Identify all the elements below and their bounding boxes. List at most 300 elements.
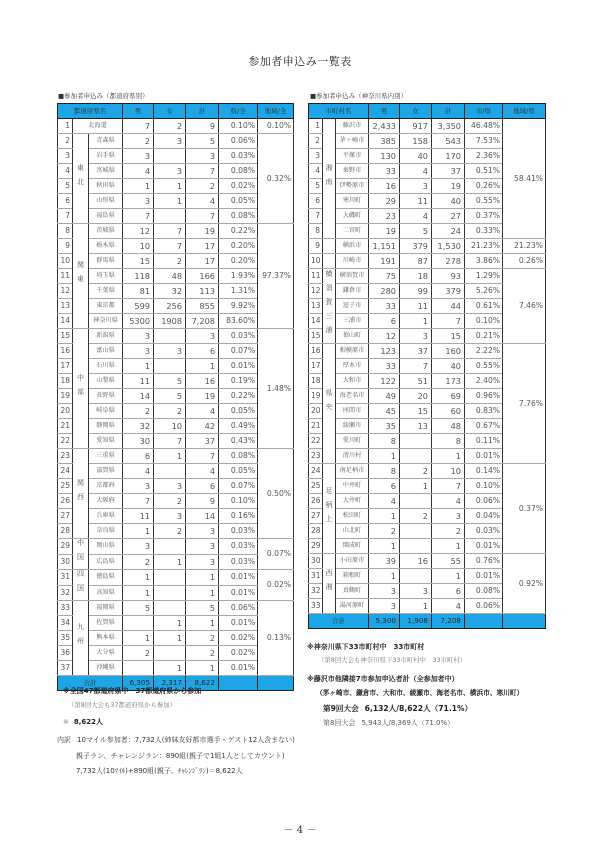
female-count: 1	[400, 314, 432, 329]
male-count: 3	[369, 584, 400, 599]
name-cell: 南足柄市	[336, 464, 369, 479]
ratio-cell: 0.21%	[465, 329, 503, 344]
total-count: 27	[432, 209, 465, 224]
row-number: 10	[58, 254, 73, 269]
row-number: 22	[58, 434, 73, 449]
table-row	[309, 254, 546, 269]
female-count: 5	[154, 374, 186, 389]
name-cell: 逗子市	[336, 299, 369, 314]
row-number: 15	[58, 329, 73, 344]
name-cell: 相模原市	[336, 344, 369, 359]
row-number: 16	[309, 344, 323, 359]
header-male: 男	[369, 104, 400, 119]
female-count: 13	[400, 419, 432, 434]
ratio-cell: 5.26%	[465, 284, 503, 299]
name-cell: 真鶴町	[336, 584, 369, 599]
name-cell: 座間市	[336, 404, 369, 419]
header-row	[58, 104, 294, 119]
totals-male: 5,300	[369, 614, 400, 629]
male-count	[123, 661, 154, 676]
female-count: 3	[400, 179, 432, 194]
name-cell: 藤沢市	[336, 119, 369, 134]
region-label: 中国	[76, 539, 85, 567]
row-number: 33	[309, 599, 323, 614]
male-count: 1	[123, 570, 154, 586]
female-count: 3	[154, 479, 186, 494]
ratio-cell: 0.01%	[465, 539, 503, 554]
name-cell: 厚木市	[336, 359, 369, 374]
total-count: 48	[432, 419, 465, 434]
name-cell: 福岡県	[89, 601, 123, 616]
ratio-cell: 0.03%	[219, 554, 258, 570]
total-count: 42	[186, 419, 219, 434]
region-label: 県央	[325, 388, 333, 417]
row-number: 24	[309, 464, 323, 479]
row-number: 9	[309, 239, 323, 254]
prefecture-table-body	[58, 119, 294, 676]
male-count: 32	[123, 419, 154, 434]
ratio-cell: 0.10%	[219, 494, 258, 509]
female-count: 917	[400, 119, 432, 134]
male-count: 191	[369, 254, 400, 269]
ratio-cell: 0.03%	[219, 539, 258, 555]
totals-region-ratio-empty	[503, 614, 546, 629]
male-count: 2	[369, 524, 400, 539]
row-number: 33	[58, 601, 73, 616]
female-count: 2	[154, 524, 186, 539]
name-cell: 徳島県	[89, 570, 123, 586]
region-ratio-cell: 0.92%	[503, 554, 546, 614]
male-count: 1	[123, 631, 154, 646]
total-count: 40	[432, 359, 465, 374]
ratio-cell: 0.20%	[219, 254, 258, 269]
ratio-cell: 0.02%	[219, 646, 258, 661]
row-number: 19	[58, 389, 73, 404]
row-number: 3	[309, 149, 323, 164]
male-count: 14	[123, 389, 154, 404]
name-cell: 高知県	[89, 585, 123, 601]
female-count	[154, 539, 186, 555]
totals-label: 合計	[309, 614, 369, 629]
region-label: 横須賀三浦	[325, 270, 333, 340]
row-number: 29	[58, 539, 73, 555]
ratio-cell: 0.07%	[219, 479, 258, 494]
total-count: 6	[432, 584, 465, 599]
region-cell	[323, 269, 336, 344]
female-count: 48	[154, 269, 186, 284]
row-number: 16	[58, 344, 73, 359]
female-count: 51	[400, 374, 432, 389]
total-count: 7	[432, 314, 465, 329]
row-number: 35	[58, 631, 73, 646]
name-cell: 鎌倉市	[336, 284, 369, 299]
prefecture-table-caption: ■参加者申込み（都道府県別）	[58, 92, 149, 100]
total-count: 170	[432, 149, 465, 164]
male-count: 15	[123, 254, 154, 269]
female-count: 1	[154, 554, 186, 570]
name-cell: 松田町	[336, 509, 369, 524]
total-count: 543	[432, 134, 465, 149]
name-cell: 北海道	[73, 119, 123, 134]
total-count: 9	[186, 494, 219, 509]
municipalities-participation-note: ※神奈川県下33市町村中 33市町村	[307, 643, 425, 651]
region-ratio-cell: 0.37%	[503, 464, 546, 554]
row-number: 1	[58, 119, 73, 134]
ratio-cell: 0.55%	[465, 359, 503, 374]
breakdown-line-3: 7,732人(10ﾏｲﾙ)+890組(親子、ﾁｬﾚﾝｼﾞﾗﾝ)＝8,622人	[76, 767, 243, 775]
ratio-cell: 0.43%	[219, 434, 258, 449]
female-count	[154, 209, 186, 224]
total-count: 2	[186, 631, 219, 646]
note-mark: ※	[63, 718, 69, 726]
name-cell: 小田原市	[336, 554, 369, 569]
total-count: 10	[432, 464, 465, 479]
male-count: 29	[369, 194, 400, 209]
region-ratio-cell: 1.48%	[258, 329, 294, 449]
total-count: 6	[186, 479, 219, 494]
region-cell	[73, 449, 89, 539]
male-count: 33	[369, 164, 400, 179]
breakdown-line-2: 親子ラン、チャレンジラン：890組(親子で1組1人としてカウント)	[76, 752, 285, 760]
page-title: 参加者申込み一覧表	[248, 55, 352, 68]
total-count: 379	[432, 284, 465, 299]
ratio-cell: 2.22%	[465, 344, 503, 359]
region-cell	[73, 224, 89, 329]
row-number: 20	[309, 404, 323, 419]
table-row	[58, 449, 294, 464]
female-count: 18	[400, 269, 432, 284]
male-count: 33	[369, 359, 400, 374]
total-count: 2	[186, 646, 219, 661]
female-count: 4	[400, 209, 432, 224]
ratio-cell: 0.05%	[219, 464, 258, 479]
total-count: 3	[186, 539, 219, 555]
row-number: 21	[58, 419, 73, 434]
region-label: 東北	[76, 163, 85, 192]
row-number: 27	[309, 509, 323, 524]
region-cell	[323, 239, 336, 254]
total-count: 4	[432, 599, 465, 614]
total-count: 278	[432, 254, 465, 269]
total-count: 1	[186, 616, 219, 631]
table-row	[309, 344, 546, 359]
male-count: 6	[369, 479, 400, 494]
male-count: 39	[369, 554, 400, 569]
ratio-cell: 0.08%	[219, 449, 258, 464]
ratio-cell: 9.92%	[219, 299, 258, 314]
male-count: 385	[369, 134, 400, 149]
region-ratio-cell: 0.13%	[258, 601, 294, 676]
ratio-cell: 0.01%	[219, 661, 258, 676]
region-cell	[323, 554, 336, 614]
male-count: 130	[369, 149, 400, 164]
ratio-cell: 0.10%	[465, 479, 503, 494]
name-cell: 横浜市	[336, 239, 369, 254]
male-count: 122	[369, 374, 400, 389]
male-count: 81	[123, 284, 154, 299]
total-count: 3	[186, 149, 219, 164]
header-ratio: 市/県	[465, 104, 503, 119]
name-cell: 伊勢原市	[336, 179, 369, 194]
total-count: 2	[186, 179, 219, 194]
name-cell: 清川村	[336, 449, 369, 464]
male-count: 5	[123, 601, 154, 616]
row-number: 6	[58, 194, 73, 209]
name-cell: 茅ヶ崎市	[336, 134, 369, 149]
female-count: 2	[400, 509, 432, 524]
ratio-cell: 0.05%	[219, 404, 258, 419]
female-count: 3	[400, 329, 432, 344]
total-count: 7	[432, 479, 465, 494]
region-ratio-cell: 0.50%	[258, 449, 294, 539]
male-count: 2	[123, 134, 154, 149]
female-count	[154, 570, 186, 586]
name-cell: 茨城県	[89, 224, 123, 239]
ratio-cell: 7.53%	[465, 134, 503, 149]
row-number: 21	[309, 419, 323, 434]
female-count: 1	[154, 616, 186, 631]
ratio-cell: 0.55%	[465, 194, 503, 209]
female-count: 5	[154, 389, 186, 404]
totals-ratio-empty	[465, 614, 503, 629]
name-cell: 岡山県	[89, 539, 123, 555]
ratio-cell: 0.01%	[219, 585, 258, 601]
breakdown-text: 10マイル参加者：7,732人(姉妹友好都市選手・ゲスト12人含まない)	[77, 736, 295, 744]
current-event-ratio	[323, 704, 472, 714]
female-count: 7	[154, 239, 186, 254]
total-count: 16	[186, 374, 219, 389]
male-count: 7	[123, 119, 154, 134]
total-count: 166	[186, 269, 219, 284]
kanagawa-table-caption: ■参加者申込み（神奈川県内別）	[310, 92, 408, 100]
table-row	[58, 134, 294, 149]
total-count: 3	[432, 509, 465, 524]
ratio-cell: 0.01%	[465, 449, 503, 464]
male-count: 8	[369, 464, 400, 479]
table-row	[309, 554, 546, 569]
male-count: 49	[369, 389, 400, 404]
total-count: 1	[432, 539, 465, 554]
row-number: 26	[58, 494, 73, 509]
total-count: 17	[186, 254, 219, 269]
name-cell: 葉山町	[336, 329, 369, 344]
previous-event-ratio	[323, 718, 454, 728]
name-cell: 神奈川県	[89, 314, 123, 329]
header-total: 計	[432, 104, 465, 119]
total-count: 113	[186, 284, 219, 299]
row-number: 12	[309, 284, 323, 299]
male-count: 1	[369, 539, 400, 554]
total-count: 1	[186, 570, 219, 586]
name-cell: 湯河原町	[336, 599, 369, 614]
female-count: 1	[154, 661, 186, 676]
name-cell: 秦野市	[336, 164, 369, 179]
male-count: 1	[123, 524, 154, 539]
total-count: 37	[186, 434, 219, 449]
ratio-cell: 0.06%	[219, 601, 258, 616]
total-count: 9	[186, 119, 219, 134]
ratio-cell: 0.37%	[465, 209, 503, 224]
region-label: 四国	[76, 570, 85, 598]
name-cell: 埼玉県	[89, 269, 123, 284]
region-label: 足柄上	[325, 486, 333, 529]
female-count: 7	[154, 224, 186, 239]
ratio-cell: 0.33%	[465, 224, 503, 239]
female-count: 2	[154, 404, 186, 419]
row-number: 22	[309, 434, 323, 449]
ratio-cell: 0.08%	[219, 164, 258, 179]
region-ratio-cell: 0.02%	[258, 570, 294, 601]
ratio-cell: 0.49%	[219, 419, 258, 434]
row-number: 14	[309, 314, 323, 329]
female-count: 1	[154, 179, 186, 194]
total-count: 6	[186, 344, 219, 359]
male-count: 3	[123, 329, 154, 344]
header-row	[309, 104, 546, 119]
female-count: 10	[154, 419, 186, 434]
total-count: 2	[432, 524, 465, 539]
prefecture-table	[57, 103, 294, 691]
ratio-cell: 0.51%	[465, 164, 503, 179]
table-row	[58, 119, 294, 134]
name-cell: 海老名市	[336, 389, 369, 404]
name-cell: 青森県	[89, 134, 123, 149]
male-count: 45	[369, 404, 400, 419]
male-count: 12	[369, 329, 400, 344]
ratio-cell: 0.06%	[465, 599, 503, 614]
header-total: 計	[186, 104, 219, 119]
female-count	[400, 569, 432, 584]
name-cell: 広島県	[89, 554, 123, 570]
ratio-cell: 0.05%	[219, 194, 258, 209]
row-number: 6	[309, 194, 323, 209]
ratio-cell: 2.36%	[465, 149, 503, 164]
ratio-cell: 0.96%	[465, 389, 503, 404]
name-cell: 大阪府	[89, 494, 123, 509]
region-cell	[323, 254, 336, 269]
male-count: 1	[123, 585, 154, 601]
row-number: 23	[309, 449, 323, 464]
male-count: 123	[369, 344, 400, 359]
male-count: 3	[123, 344, 154, 359]
region-label: 中部	[76, 373, 85, 402]
female-count: 3	[154, 134, 186, 149]
total-count: 5	[186, 134, 219, 149]
total-count: 60	[432, 404, 465, 419]
page-number: － 4 －	[283, 825, 317, 836]
ratio-cell: 0.08%	[219, 209, 258, 224]
header-male: 男	[123, 104, 154, 119]
region-label: 西湘	[325, 568, 333, 597]
male-count: 16	[369, 179, 400, 194]
ratio-cell: 0.03%	[219, 149, 258, 164]
female-count: 1	[154, 449, 186, 464]
female-count: 3	[154, 164, 186, 179]
male-count: 75	[369, 269, 400, 284]
region-label: 湘南	[325, 163, 333, 192]
row-number: 5	[309, 179, 323, 194]
total-count: 37	[432, 164, 465, 179]
male-count: 3	[123, 149, 154, 164]
table-row	[309, 464, 546, 479]
previous-event-label: 第8回大会	[323, 719, 356, 727]
name-cell: 佐賀県	[89, 616, 123, 631]
current-event-label: 第9回大会	[323, 704, 359, 713]
region-cell	[73, 601, 89, 676]
ratio-cell: 0.61%	[465, 299, 503, 314]
name-cell: 大分県	[89, 646, 123, 661]
female-count: 2	[154, 494, 186, 509]
male-count: 280	[369, 284, 400, 299]
region-ratio-cell: 0.10%	[258, 119, 294, 134]
male-count: 1,151	[369, 239, 400, 254]
totals-female: 1,908	[400, 614, 432, 629]
row-number: 23	[58, 449, 73, 464]
total-count: 55	[432, 554, 465, 569]
row-number: 8	[309, 224, 323, 239]
row-number: 15	[309, 329, 323, 344]
name-cell: 山形県	[89, 194, 123, 209]
total-count: 14	[186, 509, 219, 524]
ratio-cell: 0.76%	[465, 554, 503, 569]
row-number: 9	[58, 239, 73, 254]
row-number: 32	[58, 585, 73, 601]
total-count: 15	[432, 329, 465, 344]
name-cell: 群馬県	[89, 254, 123, 269]
table-row	[58, 224, 294, 239]
row-number: 12	[58, 284, 73, 299]
table-row	[309, 239, 546, 254]
male-count: 2,433	[369, 119, 400, 134]
total-participants-value: 8,622人	[73, 718, 104, 726]
ratio-cell: 46.48%	[465, 119, 503, 134]
female-count: 1	[154, 194, 186, 209]
name-cell: 奈良県	[89, 524, 123, 539]
total-count: 4	[186, 464, 219, 479]
region-cell	[73, 134, 89, 224]
female-count	[400, 524, 432, 539]
total-count: 7	[186, 164, 219, 179]
neighbors-list: （茅ヶ崎市、鎌倉市、大和市、綾瀬市、海老名市、横浜市、寒川町）	[316, 689, 524, 697]
male-count: 35	[369, 419, 400, 434]
row-number: 28	[309, 524, 323, 539]
total-count: 7	[186, 449, 219, 464]
total-count: 40	[432, 194, 465, 209]
male-count: 1	[123, 179, 154, 194]
ratio-cell: 83.60%	[219, 314, 258, 329]
female-count	[400, 434, 432, 449]
row-number: 26	[309, 494, 323, 509]
row-number: 13	[58, 299, 73, 314]
total-count: 44	[432, 299, 465, 314]
female-count: 4	[400, 164, 432, 179]
row-number: 19	[309, 389, 323, 404]
region-ratio-cell: 0.26%	[503, 254, 546, 269]
region-ratio-cell: 0.32%	[258, 134, 294, 224]
female-count: 1	[154, 631, 186, 646]
ratio-cell: 0.10%	[219, 119, 258, 134]
table-row	[58, 570, 294, 586]
name-cell: 岩手県	[89, 149, 123, 164]
male-count: 5300	[123, 314, 154, 329]
female-count	[154, 646, 186, 661]
row-number: 32	[309, 584, 323, 599]
row-number: 7	[309, 209, 323, 224]
row-number: 1	[309, 119, 323, 134]
name-cell: 秋田県	[89, 179, 123, 194]
female-count: 7	[154, 434, 186, 449]
row-number: 34	[58, 616, 73, 631]
